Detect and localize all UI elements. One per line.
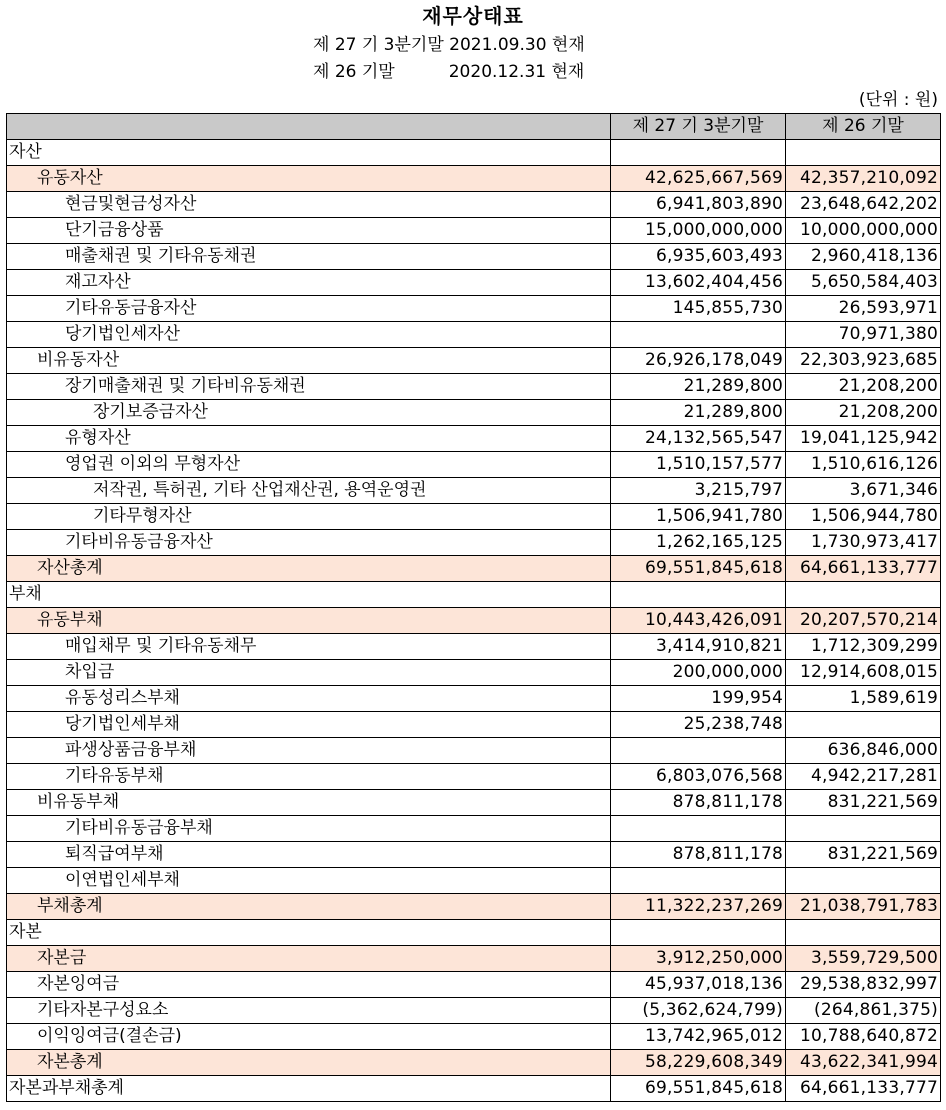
value-current: 21,289,800: [611, 400, 786, 426]
account-label: 자본잉여금: [7, 972, 611, 998]
value-current: 21,289,800: [611, 374, 786, 400]
value-prior: 5,650,584,403: [786, 270, 941, 296]
account-label: 기타자본구성요소: [7, 998, 611, 1024]
table-row: [7, 608, 941, 634]
value-current: 26,926,178,049: [611, 348, 786, 374]
value-prior: 21,208,200: [786, 374, 941, 400]
table-row: [7, 868, 941, 894]
value-prior: [786, 582, 941, 608]
table-row: [7, 296, 941, 322]
value-current: 6,941,803,890: [611, 192, 786, 218]
account-label: 자산총계: [7, 556, 611, 582]
unit-label: (단위 : 원): [858, 90, 938, 110]
column-header-current: 제 27 기 3분기말: [611, 114, 786, 140]
value-prior: 1,510,616,126: [786, 452, 941, 478]
value-prior: 20,207,570,214: [786, 608, 941, 634]
value-prior: 3,559,729,500: [786, 946, 941, 972]
statement-title: 재무상태표: [422, 4, 524, 28]
account-label: 기타유동부채: [7, 764, 611, 790]
account-label: 자산: [7, 140, 611, 166]
column-header-prior: 제 26 기말: [786, 114, 941, 140]
account-label: 장기매출채권 및 기타비유동채권: [7, 374, 611, 400]
value-prior: 1,589,619: [786, 686, 941, 712]
table-header-row: [7, 114, 941, 140]
value-prior: [786, 140, 941, 166]
account-label: 자본: [7, 920, 611, 946]
table-row: [7, 374, 941, 400]
value-prior: [786, 712, 941, 738]
value-prior: 10,788,640,872: [786, 1024, 941, 1050]
account-label: 재고자산: [7, 270, 611, 296]
table-row: [7, 1050, 941, 1076]
value-current: 15,000,000,000: [611, 218, 786, 244]
table-row: [7, 322, 941, 348]
value-prior: 21,208,200: [786, 400, 941, 426]
table-row: [7, 270, 941, 296]
table-row: [7, 1076, 941, 1102]
table-row: [7, 478, 941, 504]
value-current: 13,742,965,012: [611, 1024, 786, 1050]
account-label: 파생상품금융부채: [7, 738, 611, 764]
table-row: [7, 530, 941, 556]
account-label: 유형자산: [7, 426, 611, 452]
account-label: 매출채권 및 기타유동채권: [7, 244, 611, 270]
value-prior: 19,041,125,942: [786, 426, 941, 452]
value-current: 13,602,404,456: [611, 270, 786, 296]
value-current: 1,506,941,780: [611, 504, 786, 530]
table-row: [7, 686, 941, 712]
table-row: [7, 348, 941, 374]
value-current: 11,322,237,269: [611, 894, 786, 920]
account-label: 비유동자산: [7, 348, 611, 374]
value-current: 25,238,748: [611, 712, 786, 738]
table-body: [7, 140, 941, 1102]
account-label: 차입금: [7, 660, 611, 686]
account-label: 기타비유동금융부채: [7, 816, 611, 842]
value-current: 3,912,250,000: [611, 946, 786, 972]
table-row: [7, 634, 941, 660]
value-current: 878,811,178: [611, 842, 786, 868]
table-row: [7, 972, 941, 998]
account-label: 당기법인세자산: [7, 322, 611, 348]
account-label: 당기법인세부채: [7, 712, 611, 738]
account-label: 유동부채: [7, 608, 611, 634]
account-label: 기타무형자산: [7, 504, 611, 530]
value-current: 3,414,910,821: [611, 634, 786, 660]
table-row: [7, 1024, 941, 1050]
table-row: [7, 920, 941, 946]
account-label: 영업권 이외의 무형자산: [7, 452, 611, 478]
account-label: 기타유동금융자산: [7, 296, 611, 322]
account-label: 자본금: [7, 946, 611, 972]
table-row: [7, 738, 941, 764]
account-label: 현금및현금성자산: [7, 192, 611, 218]
account-label: 부채: [7, 582, 611, 608]
account-label: 퇴직급여부채: [7, 842, 611, 868]
account-label: 장기보증금자산: [7, 400, 611, 426]
table-row: [7, 660, 941, 686]
table-row: [7, 140, 941, 166]
table-row: [7, 166, 941, 192]
table-row: [7, 764, 941, 790]
value-current: 6,803,076,568: [611, 764, 786, 790]
value-current: 45,937,018,136: [611, 972, 786, 998]
value-prior: 64,661,133,777: [786, 1076, 941, 1102]
table-row: [7, 192, 941, 218]
value-current: [611, 738, 786, 764]
value-prior: [786, 920, 941, 946]
account-label: 매입채무 및 기타유동채무: [7, 634, 611, 660]
value-prior: 23,648,642,202: [786, 192, 941, 218]
value-prior: 4,942,217,281: [786, 764, 941, 790]
value-current: [611, 322, 786, 348]
value-current: [611, 920, 786, 946]
table-row: [7, 842, 941, 868]
value-current: [611, 816, 786, 842]
value-current: (5,362,624,799): [611, 998, 786, 1024]
balance-sheet-table: [6, 113, 941, 1102]
value-current: 1,262,165,125: [611, 530, 786, 556]
value-prior: 43,622,341,994: [786, 1050, 941, 1076]
value-prior: 70,971,380: [786, 322, 941, 348]
value-current: 10,443,426,091: [611, 608, 786, 634]
value-prior: 636,846,000: [786, 738, 941, 764]
value-current: 58,229,608,349: [611, 1050, 786, 1076]
value-prior: 10,000,000,000: [786, 218, 941, 244]
value-current: 878,811,178: [611, 790, 786, 816]
value-prior: 1,730,973,417: [786, 530, 941, 556]
value-prior: 1,506,944,780: [786, 504, 941, 530]
account-label: 부채총계: [7, 894, 611, 920]
table-row: [7, 790, 941, 816]
value-current: 69,551,845,618: [611, 556, 786, 582]
table-row: [7, 400, 941, 426]
value-current: 200,000,000: [611, 660, 786, 686]
value-current: [611, 868, 786, 894]
value-current: [611, 582, 786, 608]
value-prior: 26,593,971: [786, 296, 941, 322]
value-prior: 22,303,923,685: [786, 348, 941, 374]
table-row: [7, 946, 941, 972]
period-prior: 제 26 기말 2020.12.31 현재: [313, 62, 585, 82]
table-row: [7, 998, 941, 1024]
account-label: 이익잉여금(결손금): [7, 1024, 611, 1050]
column-header-account: [7, 114, 611, 140]
value-prior: 831,221,569: [786, 790, 941, 816]
account-label: 자본총계: [7, 1050, 611, 1076]
value-prior: 2,960,418,136: [786, 244, 941, 270]
value-prior: 21,038,791,783: [786, 894, 941, 920]
account-label: 기타비유동금융자산: [7, 530, 611, 556]
table-row: [7, 816, 941, 842]
table-row: [7, 218, 941, 244]
account-label: 유동성리스부채: [7, 686, 611, 712]
value-prior: 831,221,569: [786, 842, 941, 868]
value-prior: 1,712,309,299: [786, 634, 941, 660]
value-prior: 29,538,832,997: [786, 972, 941, 998]
account-label: 단기금융상품: [7, 218, 611, 244]
table-row: [7, 582, 941, 608]
period-current: 제 27 기 3분기말 2021.09.30 현재: [313, 35, 585, 55]
table-row: [7, 894, 941, 920]
value-prior: 3,671,346: [786, 478, 941, 504]
value-current: 3,215,797: [611, 478, 786, 504]
value-prior: [786, 816, 941, 842]
table-row: [7, 244, 941, 270]
value-current: 6,935,603,493: [611, 244, 786, 270]
account-label: 이연법인세부채: [7, 868, 611, 894]
value-prior: 64,661,133,777: [786, 556, 941, 582]
table-row: [7, 712, 941, 738]
value-current: 199,954: [611, 686, 786, 712]
account-label: 비유동부채: [7, 790, 611, 816]
value-prior: 42,357,210,092: [786, 166, 941, 192]
account-label: 유동자산: [7, 166, 611, 192]
account-label: 자본과부채총계: [7, 1076, 611, 1102]
value-prior: 12,914,608,015: [786, 660, 941, 686]
table-row: [7, 556, 941, 582]
value-prior: (264,861,375): [786, 998, 941, 1024]
value-current: 145,855,730: [611, 296, 786, 322]
value-current: 42,625,667,569: [611, 166, 786, 192]
value-prior: [786, 868, 941, 894]
value-current: 1,510,157,577: [611, 452, 786, 478]
value-current: [611, 140, 786, 166]
table-row: [7, 452, 941, 478]
value-current: 24,132,565,547: [611, 426, 786, 452]
table-row: [7, 504, 941, 530]
account-label: 저작권, 특허권, 기타 산업재산권, 용역운영권: [7, 478, 611, 504]
value-current: 69,551,845,618: [611, 1076, 786, 1102]
table-row: [7, 426, 941, 452]
